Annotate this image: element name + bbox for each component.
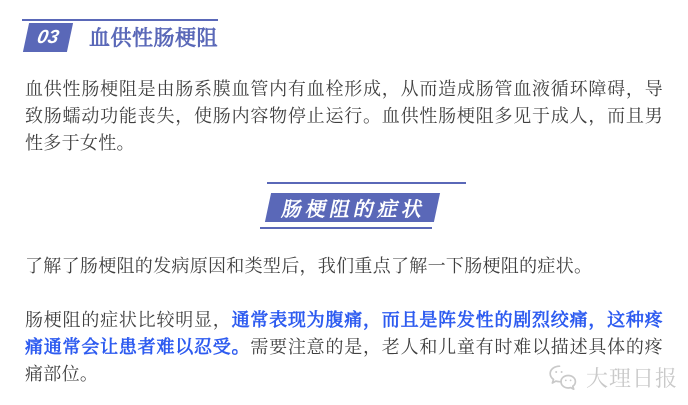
banner-title: 肠梗阻的症状 <box>279 199 429 221</box>
symptoms-text-emphasis: 通常表现为腹痛，而且是阵发性的剧烈绞痛，这种疼痛通常会让患者难以忍受。 <box>25 310 663 357</box>
section-header <box>22 19 218 52</box>
banner-bottom-line <box>260 227 432 229</box>
watermark <box>548 362 678 393</box>
header-top-line <box>22 19 218 21</box>
paragraph-symptoms-intro: 了解了肠梗阻的发病原因和类型后，我们重点了解一下肠梗阻的症状。 <box>25 256 593 276</box>
symptoms-banner <box>0 182 688 229</box>
section-number-badge <box>23 23 73 52</box>
section-number: 03 <box>35 26 61 47</box>
watermark-text: 大理日报 <box>585 366 678 391</box>
banner-box <box>265 193 440 222</box>
paragraph-blood-supply-obstruction: 血供性肠梗阻是由肠系膜血管内有血栓形成，从而造成肠管血液循环障碍，导致肠蠕动功能丧失，使肠内容物停止运行。血供性肠梗阻多见于成人，而且男性多于女性。 <box>25 79 663 153</box>
wechat-logo-icon <box>548 364 579 391</box>
section-title: 血供性肠梗阻 <box>89 27 218 50</box>
symptoms-text-normal-2: 需要注意的是，老人和儿童有时难以描述具体的疼痛部位。 <box>25 337 663 384</box>
banner-top-line <box>267 182 466 184</box>
symptoms-text-normal-1: 肠梗阻的症状比较明显， <box>25 310 232 330</box>
